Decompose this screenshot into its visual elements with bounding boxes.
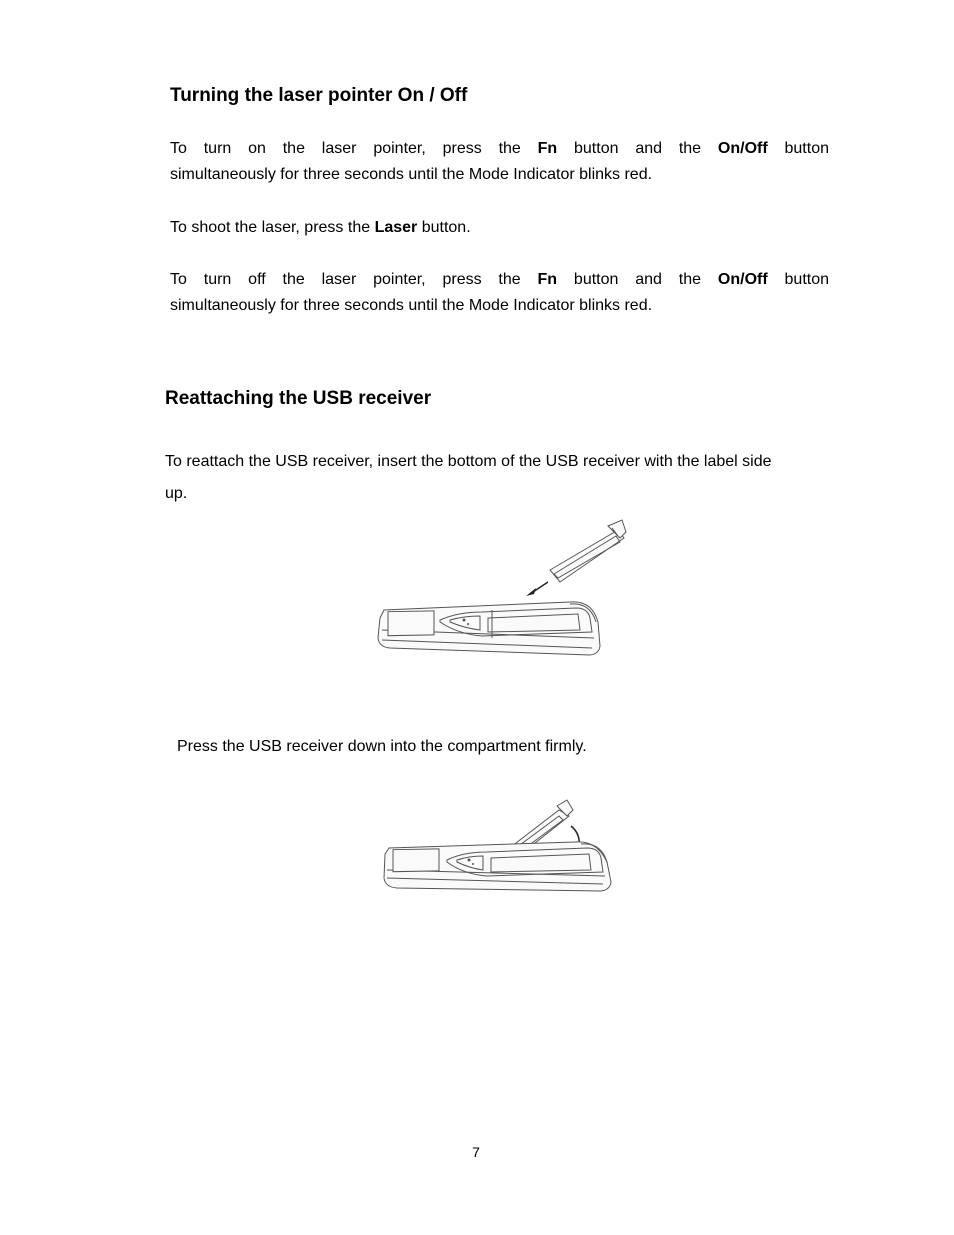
usb-receiver-shape (550, 520, 626, 582)
usb-press-illustration (375, 798, 625, 898)
page-number: 7 (472, 1144, 480, 1160)
paragraph-turn-on-line1: To turn on the laser pointer, press the Fn button and the On/Off button (170, 140, 829, 157)
section-heading-usb-receiver: Reattaching the USB receiver (165, 388, 432, 409)
insert-arrow-icon (526, 582, 548, 596)
laser-key-label: Laser (374, 219, 418, 236)
paragraph-press-down: Press the USB receiver down into the compartment firmly. (177, 738, 587, 755)
fn-key-label: Fn (537, 271, 558, 288)
paragraph-reattach: To reattach the USB receiver, insert the bottom of the USB receiver with the label side up. (165, 453, 772, 502)
paragraph-turn-on (170, 136, 829, 188)
paragraph-turn-on-line2: simultaneously for three seconds until the Mode Indicator blinks red. (170, 166, 653, 183)
usb-insert-illustration (370, 518, 635, 663)
onoff-key-label: On/Off (717, 140, 768, 157)
onoff-key-label: On/Off (717, 271, 768, 288)
paragraph-turn-off-line1: To turn off the laser pointer, press the Fn button and the On/Off button (170, 271, 830, 288)
section-heading-laser-pointer: Turning the laser pointer On / Off (170, 85, 468, 106)
remote-control-shape (378, 602, 600, 655)
paragraph-shoot-laser: To shoot the laser, press the Laser button. (170, 219, 471, 236)
remote-control-shape (384, 842, 611, 891)
paragraph-turn-off (170, 267, 829, 319)
fn-key-label: Fn (537, 140, 558, 157)
paragraph-turn-off-line2: simultaneously for three seconds until the Mode Indicator blinks red. (170, 297, 653, 314)
